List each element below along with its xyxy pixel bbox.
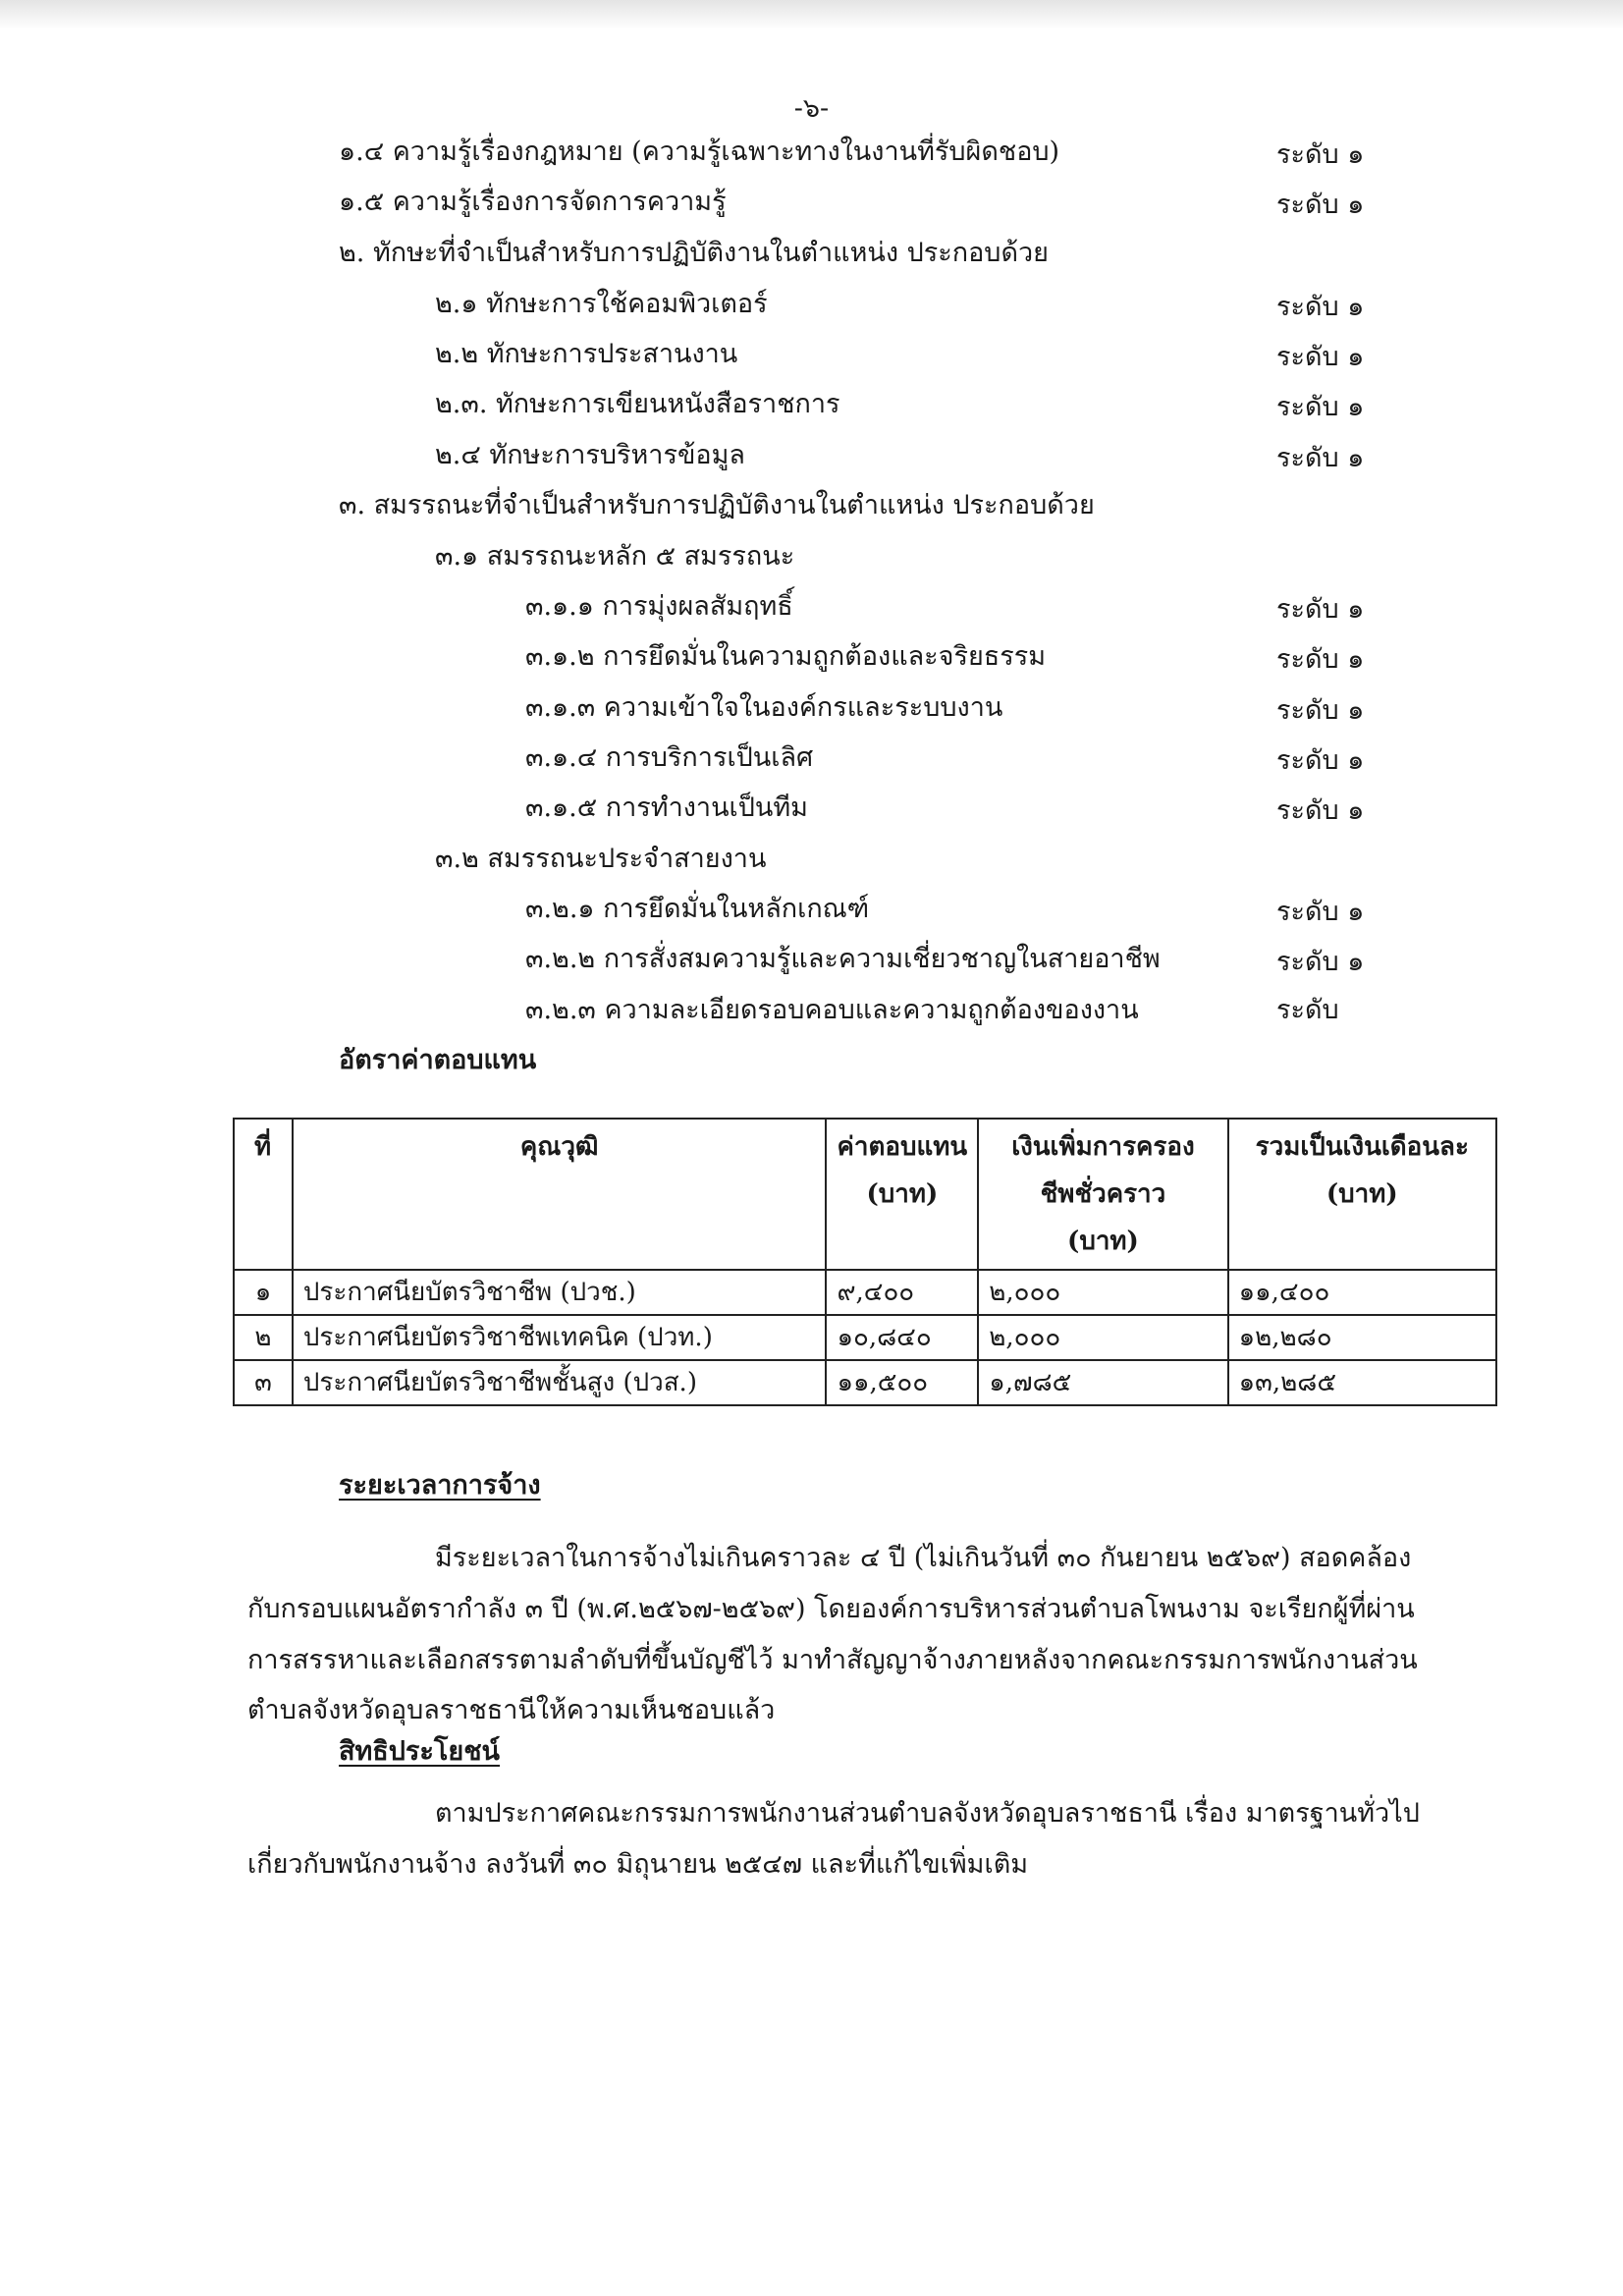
col-header-total-monthly: รวมเป็นเงินเดือนละ (บาท) — [1228, 1119, 1496, 1270]
benefits-heading: สิทธิประโยชน์ — [339, 1736, 501, 1767]
item-text: ๓.๒.๓ ความละเอียดรอบคอบและความถูกต้องของงาน — [525, 995, 1139, 1025]
cell-qualification: ประกาศนียบัตรวิชาชีพชั้นสูง (ปวส.) — [293, 1360, 827, 1405]
item-level: ระดับ ๑ — [1276, 342, 1365, 372]
employment-period-line: กับกรอบแผนอัตรากำลัง ๓ ปี (พ.ศ.๒๕๖๗-๒๕๖๙) โดยองค์การบริหารส่วนตำบลโพนงาม จะเรียกผู้ที่ผ่าน — [247, 1594, 1415, 1624]
col-header-cost-of-living: เงินเพิ่มการครอง ชีพชั่วคราว (บาท) — [978, 1119, 1227, 1270]
item-level: ระดับ ๑ — [1276, 897, 1365, 927]
item-level: ระดับ ๑ — [1276, 795, 1365, 826]
item-text: ๒. ทักษะที่จำเป็นสำหรับการปฏิบัติงานในตำแหน่ง ประกอบด้วย — [339, 238, 1049, 268]
cell-cost-of-living: ๒,๐๐๐ — [978, 1270, 1227, 1315]
employment-period-line: การสรรหาและเลือกสรรตามลำดับที่ขึ้นบัญชีไว้ มาทำสัญญาจ้างภายหลังจากคณะกรรมการพนักงานส่วน — [247, 1645, 1418, 1675]
item-text: ๓.๑.๕ การทำงานเป็นทีม — [525, 793, 808, 823]
table-row — [234, 1270, 1496, 1315]
item-text: ๒.๓. ทักษะการเขียนหนังสือราชการ — [435, 389, 840, 419]
item-level: ระดับ ๑ — [1276, 594, 1365, 625]
cell-qualification: ประกาศนียบัตรวิชาชีพ (ปวช.) — [293, 1270, 827, 1315]
cell-no: ๒ — [234, 1315, 293, 1360]
item-text: ๒.๑ ทักษะการใช้คอมพิวเตอร์ — [435, 289, 768, 319]
benefits-line: เกี่ยวกับพนักงานจ้าง ลงวันที่ ๓๐ มิถุนายน ๒๕๔๗ และที่แก้ไขเพิ่มเติม — [247, 1849, 1029, 1880]
item-text: ๒.๔ ทักษะการบริหารข้อมูล — [435, 440, 745, 470]
item-text: ๓.๑.๔ การบริการเป็นเลิศ — [525, 742, 814, 773]
cell-total: ๑๑,๔๐๐ — [1228, 1270, 1496, 1315]
cell-compensation: ๑๐,๘๔๐ — [826, 1315, 978, 1360]
item-level: ระดับ ๑ — [1276, 745, 1365, 776]
table-row — [234, 1315, 1496, 1360]
col-header-compensation: ค่าตอบแทน (บาท) — [826, 1119, 978, 1270]
item-text: ๓.๑.๑ การมุ่งผลสัมฤทธิ์ — [525, 591, 793, 622]
cell-total: ๑๓,๒๘๕ — [1228, 1360, 1496, 1405]
cell-no: ๓ — [234, 1360, 293, 1405]
cell-qualification: ประกาศนียบัตรวิชาชีพเทคนิค (ปวท.) — [293, 1315, 827, 1360]
item-level: ระดับ ๑ — [1276, 392, 1365, 422]
item-text: ๓.๒.๑ การยึดมั่นในหลักเกณฑ์ — [525, 894, 870, 924]
cell-total: ๑๒,๒๘๐ — [1228, 1315, 1496, 1360]
pay-table — [233, 1118, 1497, 1406]
item-level: ระดับ ๑ — [1276, 139, 1365, 170]
benefits-line: ตามประกาศคณะกรรมการพนักงานส่วนตำบลจังหวัดอุบลราชธานี เรื่อง มาตรฐานทั่วไป — [435, 1798, 1420, 1829]
item-text: ๑.๕ ความรู้เรื่องการจัดการความรู้ — [339, 187, 727, 217]
item-text: ๓. สมรรถนะที่จำเป็นสำหรับการปฏิบัติงานในตำแหน่ง ประกอบด้วย — [339, 490, 1095, 520]
item-level: ระดับ ๑ — [1276, 190, 1365, 220]
scan-edge — [0, 0, 1623, 29]
item-level: ระดับ — [1276, 995, 1339, 1025]
cell-cost-of-living: ๑,๗๘๕ — [978, 1360, 1227, 1405]
col-header-qualification: คุณวุฒิ — [293, 1119, 827, 1270]
employment-period-line: มีระยะเวลาในการจ้างไม่เกินคราวละ ๔ ปี (ไม่เกินวันที่ ๓๐ กันยายน ๒๕๖๙) สอดคล้อง — [435, 1543, 1412, 1573]
item-level: ระดับ ๑ — [1276, 695, 1365, 726]
cell-cost-of-living: ๒,๐๐๐ — [978, 1315, 1227, 1360]
item-text: ๓.๑.๒ การยึดมั่นในความถูกต้องและจริยธรรม — [525, 641, 1047, 672]
col-header-no: ที่ — [234, 1119, 293, 1270]
item-text: ๑.๔ ความรู้เรื่องกฎหมาย (ความรู้เฉพาะทางในงานที่รับผิดชอบ) — [339, 137, 1060, 167]
table-header-row — [234, 1119, 1496, 1270]
item-text: ๓.๒ สมรรถนะประจำสายงาน — [435, 844, 767, 874]
item-level: ระดับ ๑ — [1276, 947, 1365, 977]
employment-period-line: ตำบลจังหวัดอุบลราชธานีให้ความเห็นชอบแล้ว — [247, 1695, 776, 1725]
page-number: -๖- — [793, 93, 830, 124]
cell-compensation: ๑๑,๕๐๐ — [826, 1360, 978, 1405]
item-level: ระดับ ๑ — [1276, 443, 1365, 473]
item-text: ๒.๒ ทักษะการประสานงาน — [435, 339, 738, 369]
item-level: ระดับ ๑ — [1276, 644, 1365, 675]
cell-no: ๑ — [234, 1270, 293, 1315]
item-level: ระดับ ๑ — [1276, 292, 1365, 322]
table-row — [234, 1360, 1496, 1405]
item-text: ๓.๑ สมรรถนะหลัก ๕ สมรรถนะ — [435, 541, 795, 572]
item-text: ๓.๒.๒ การสั่งสมความรู้และความเชี่ยวชาญในสายอาชีพ — [525, 944, 1161, 974]
item-text: ๓.๑.๓ ความเข้าใจในองค์กรและระบบงาน — [525, 692, 1003, 723]
cell-compensation: ๙,๔๐๐ — [826, 1270, 978, 1315]
pay-heading: อัตราค่าตอบแทน — [339, 1045, 537, 1075]
employment-period-heading: ระยะเวลาการจ้าง — [339, 1470, 541, 1501]
